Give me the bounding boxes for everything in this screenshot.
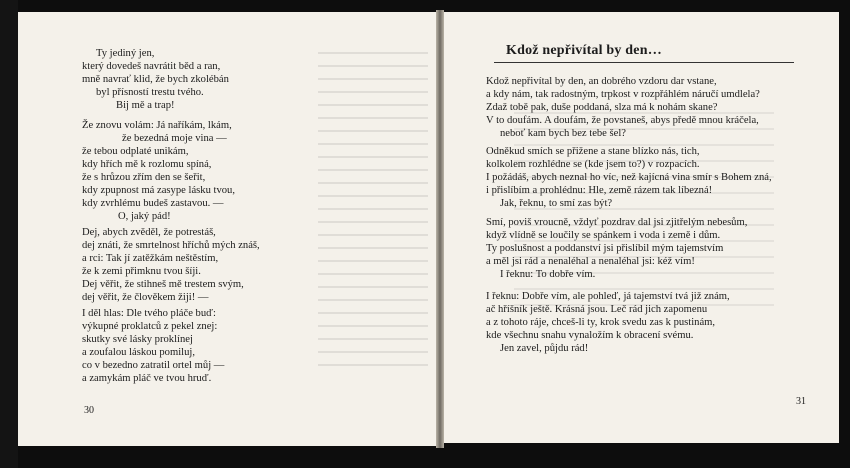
- poem-line: Jak, řeknu, to smí zas být?: [500, 198, 613, 209]
- poem-line: a kdy nám, tak radostným, trpkost v rozpřáhlém náručí umdlela?: [486, 89, 760, 100]
- poem-line: Jen zavel, půjdu rád!: [500, 343, 589, 354]
- poem-stanza: [82, 47, 229, 112]
- poem-line: skutky své lásky proklínej: [82, 334, 193, 345]
- poem-line: co v bezedno zatratil ortel můj —: [82, 360, 225, 371]
- poem-line: a měl jsi rád a nenaléhal a nenaléhal jsi: kéž vím!: [486, 256, 695, 267]
- poem-line: Bij mě a trap!: [116, 100, 175, 111]
- poem-line: I požádáš, abych neznal ho víc, než kajícná vina smír s Bohem zná,: [486, 172, 772, 183]
- poem-line: a zoufalou láskou pomiluj,: [82, 347, 195, 358]
- bleed-through-text: [514, 112, 774, 312]
- poem-stanza: [486, 290, 730, 355]
- left-page: [18, 12, 436, 446]
- poem-line: Že znovu volám: Já naříkám, lkám,: [82, 120, 232, 131]
- poem-line: Ty poslušnost a poddanství jsi přislíbil mým tajemstvím: [486, 243, 724, 254]
- poem-stanza: [486, 75, 760, 140]
- poem-stanza: [82, 226, 260, 304]
- poem-line: Smí, poviš vroucně, vždyť pozdrav dal jsi zjitřelým nebesům,: [486, 217, 748, 228]
- poem-line: neboť kam bych bez tebe šel?: [500, 128, 627, 139]
- book-gutter: [436, 10, 444, 448]
- poem-line: I řeknu: Dobře vím, ale pohleď, já tajemství tvá již znám,: [486, 291, 730, 302]
- poem-line: kdy hřích mě k rozlomu spíná,: [82, 159, 212, 170]
- poem-stanza: [486, 216, 747, 281]
- poem-line: a zamykám pláč ve tvou hruď.: [82, 373, 212, 384]
- scan-edge-left: [0, 0, 18, 468]
- page-number: 30: [84, 405, 94, 416]
- poem-line: mně navrať klid, že bych zkolébán: [82, 74, 229, 85]
- poem-stanza: [82, 119, 235, 223]
- poem-line: dej věřit, že člověkem žiji! —: [82, 292, 209, 303]
- poem-line: který dovedeš navrátit běd a ran,: [82, 61, 221, 72]
- poem-line: že s hrůzou zřím den se šeřit,: [82, 172, 206, 183]
- poem-line: a rci: Tak jí zatěžkám neštěstím,: [82, 253, 219, 264]
- poem-line: V to doufám. A doufám, že povstaneš, abys předě mnou kráčela,: [486, 115, 759, 126]
- poem-line: Odněkud smích se přižene a stane blízko nás, tich,: [486, 146, 700, 157]
- poem-line: i přislíbím a prohlédnu: Hle, země rázem tak líbezná!: [486, 185, 713, 196]
- poem-line: Dej věřit, že stihneš mě trestem svým,: [82, 279, 244, 290]
- poem-line: byl přísností trestu tvého.: [96, 87, 204, 98]
- poem-line: Ty jediný jen,: [96, 48, 155, 59]
- right-page: [444, 12, 839, 443]
- poem-line: kdy zpupnost má zasype lásku tvou,: [82, 185, 235, 196]
- poem-line: I děl hlas: Dle tvého pláče buď:: [82, 308, 216, 319]
- poem-line: kolkolem rozhlédne se (kde jsem to?) v rozpacích.: [486, 159, 700, 170]
- poem-line: dej znáti, že smrtelnost hříchů mých znáš,: [82, 240, 260, 251]
- poem-stanza: [486, 145, 772, 210]
- title-underline: [494, 62, 794, 63]
- poem-line: že tebou odplaté unikám,: [82, 146, 189, 157]
- poem-line: Zdaž tobě pak, duše poddaná, slza má k nohám skane?: [486, 102, 718, 113]
- page-number: 31: [796, 396, 806, 407]
- poem-title: Kdož nepřivítal by den…: [506, 43, 662, 58]
- poem-line: kde všechnu snahu vynaložím k obracení svému.: [486, 330, 694, 341]
- poem-line: O, jaký pád!: [118, 211, 171, 222]
- poem-line: výkupné proklatců z pekel znej:: [82, 321, 218, 332]
- poem-line: Kdož nepřivítal by den, an dobrého vzdoru dar vstane,: [486, 76, 717, 87]
- poem-line: ač hříšník ještě. Krásná jsou. Leč rád jich zapomenu: [486, 304, 708, 315]
- poem-line: I řeknu: To dobře vím.: [500, 269, 596, 280]
- poem-stanza: [82, 307, 224, 385]
- poem-line: kdy zvrhlému budeš zastavou. —: [82, 198, 224, 209]
- bleed-through-text: [318, 52, 428, 372]
- poem-line: že k zemi přimknu tvou šíji.: [82, 266, 201, 277]
- poem-line: když vlídně se loučily se spánkem i voda i země i dům.: [486, 230, 721, 241]
- poem-line: že bezedná moje vina —: [122, 133, 227, 144]
- poem-line: a z tohoto ráje, chceš-li ty, krok svedu zas k pustinám,: [486, 317, 716, 328]
- poem-line: Dej, abych zvěděl, že potrestáš,: [82, 227, 216, 238]
